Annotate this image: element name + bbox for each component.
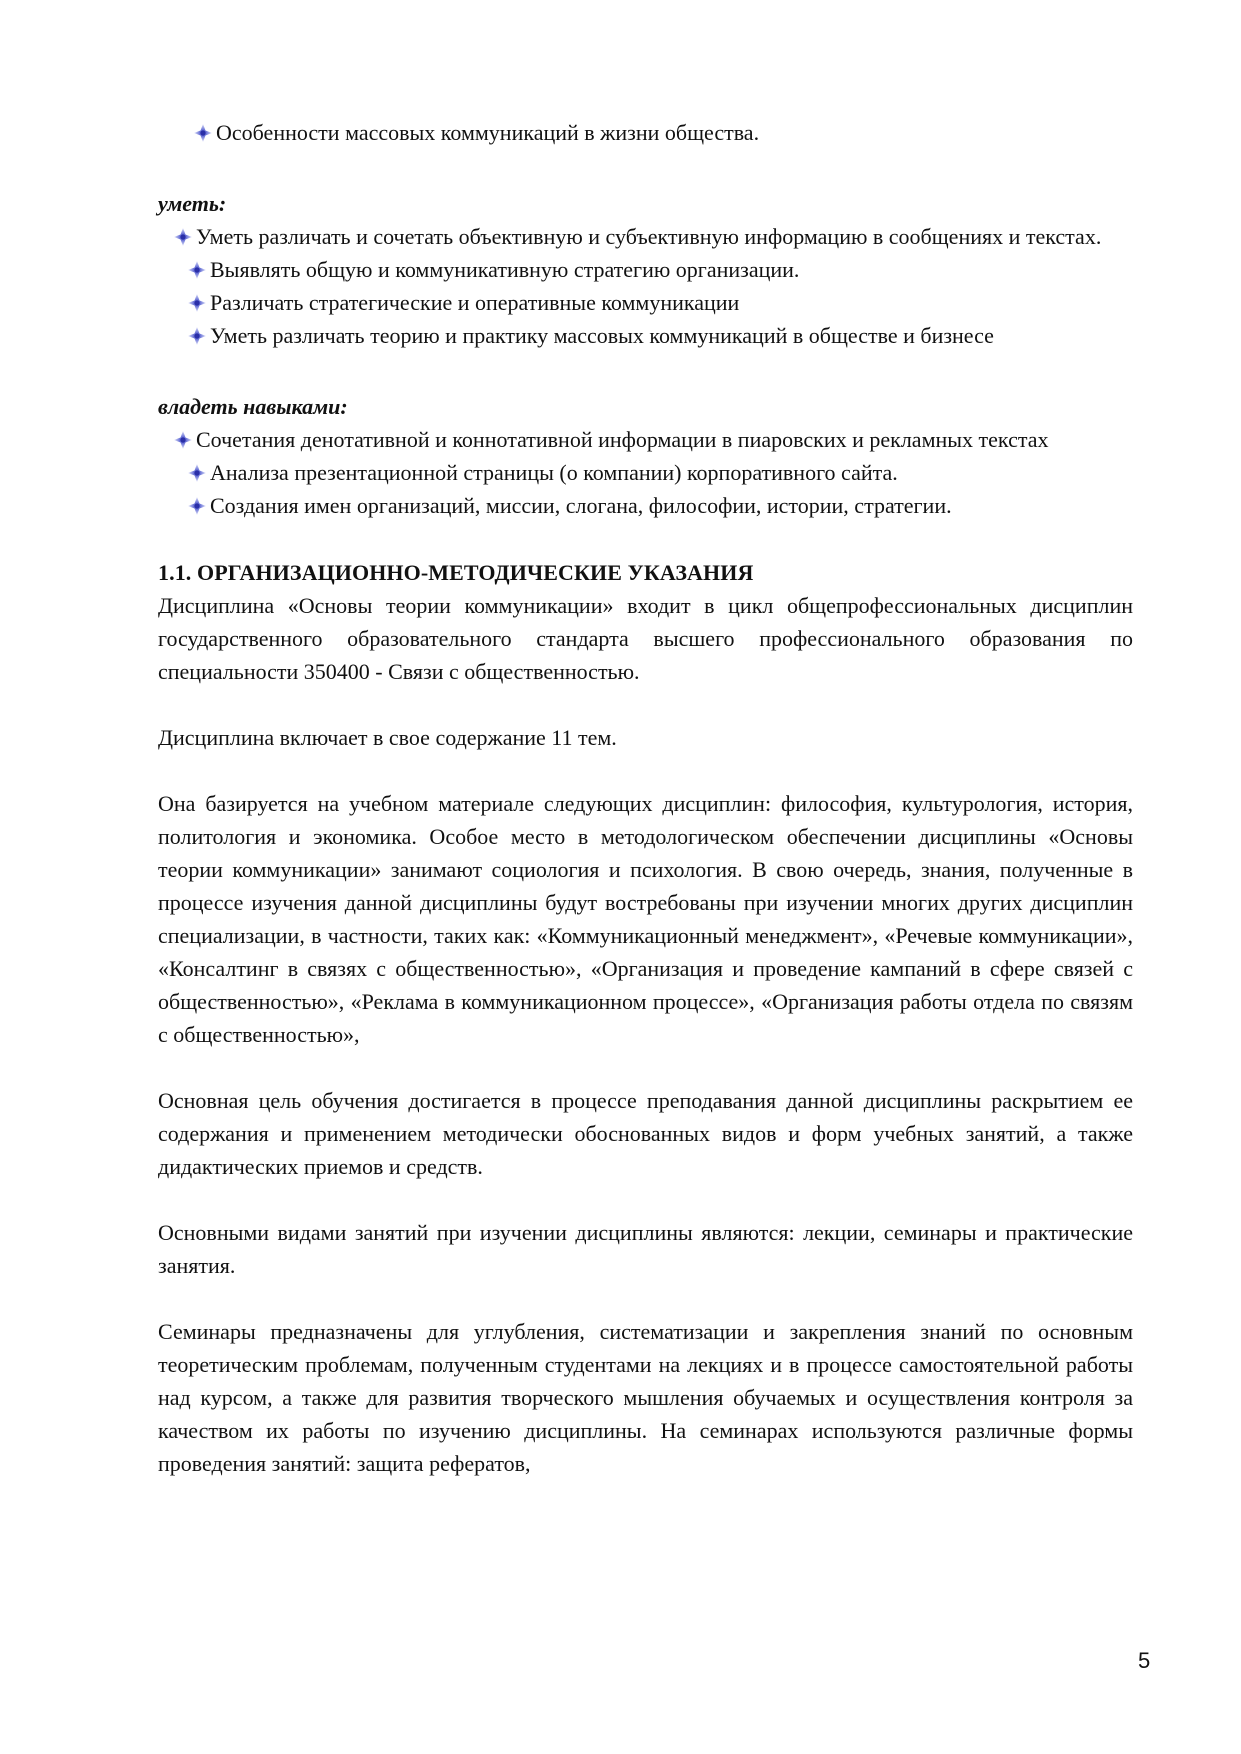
list-item-text: Особенности массовых коммуникаций в жизни общества. bbox=[216, 120, 760, 145]
bullet-icon bbox=[186, 293, 210, 313]
bullet-icon bbox=[172, 227, 196, 247]
list-item-text: Уметь различать теорию и практику массовых коммуникаций в обществе и бизнесе bbox=[210, 323, 994, 348]
section-body bbox=[158, 556, 1133, 1480]
document-page bbox=[158, 116, 1154, 1480]
paragraph: Она базируется на учебном материале следующих дисциплин: философия, культурология, история, политология и экономика. Особое место в методологическом обеспечении дисциплины «Основы теории коммуникации» занимают социология и психология. В свою очередь, знания, полученные в процессе изучения данной дисциплины будут востребованы при изучении многих других дисциплин специализации, в частности, таких как: «Коммуникационный менеджмент», «Речевые коммуникации», «Консалтинг в связях с общественностью», «Организация и проведение кампаний в сфере связей с общественностью», «Реклама в коммуникационном процессе», «Организация работы отдела по связям с общественностью», bbox=[158, 791, 1133, 1047]
list-item-text: Создания имен организаций, миссии, слогана, философии, истории, стратегии. bbox=[210, 493, 952, 518]
list-item bbox=[172, 456, 1154, 489]
list-item bbox=[172, 319, 1154, 352]
bullet-icon bbox=[186, 496, 210, 516]
bullet-icon bbox=[186, 463, 210, 483]
paragraph: Основными видами занятий при изучении дисциплины являются: лекции, семинары и практические занятия. bbox=[158, 1220, 1133, 1278]
skills-heading: уметь: bbox=[158, 191, 227, 216]
list-item bbox=[172, 253, 1154, 286]
paragraph: Дисциплина включает в свое содержание 11 тем. bbox=[158, 725, 617, 750]
list-item-text: Сочетания денотативной и коннотативной информации в пиаровских и рекламных текстах bbox=[196, 427, 1049, 452]
list-item-text: Анализа презентационной страницы (о компании) корпоративного сайта. bbox=[210, 460, 898, 485]
paragraph: Дисциплина «Основы теории коммуникации» входит в цикл общепрофессиональных дисциплин государственного образовательного стандарта высшего профессионального образования по специальности 350400 - Связи с общественностью. bbox=[158, 593, 1133, 684]
list-item bbox=[178, 116, 1154, 149]
bullet-icon bbox=[186, 260, 210, 280]
list-item bbox=[172, 489, 1154, 522]
list-item bbox=[158, 220, 1154, 253]
paragraph: Основная цель обучения достигается в процессе преподавания данной дисциплины раскрытием ее содержания и применением методически обоснованных видов и форм учебных занятий, а также дидактических приемов и средств. bbox=[158, 1088, 1133, 1179]
list-item-text: Уметь различать и сочетать объективную и субъективную информацию в сообщениях и текстах. bbox=[196, 224, 1102, 249]
list-item-text: Различать стратегические и оперативные коммуникации bbox=[210, 290, 740, 315]
bullet-icon bbox=[186, 326, 210, 346]
bullet-icon bbox=[172, 430, 196, 450]
abilities-heading: владеть навыками: bbox=[158, 394, 348, 419]
section-title: 1.1. ОРГАНИЗАЦИОННО-МЕТОДИЧЕСКИЕ УКАЗАНИЯ bbox=[158, 560, 754, 585]
page-number: 5 bbox=[1138, 1648, 1151, 1673]
list-item-text: Выявлять общую и коммуникативную стратегию организации. bbox=[210, 257, 800, 282]
list-item bbox=[158, 423, 1154, 456]
bullet-icon bbox=[192, 123, 216, 143]
list-item bbox=[172, 286, 1154, 319]
paragraph: Семинары предназначены для углубления, систематизации и закрепления знаний по основным теоретическим проблемам, полученным студентами на лекциях и в процессе самостоятельной работы над курсом, а также для развития творческого мышления обучаемых и осуществления контроля за качеством их работы по изучению дисциплины. На семинарах используются различные формы проведения занятий: защита рефератов, bbox=[158, 1319, 1133, 1476]
